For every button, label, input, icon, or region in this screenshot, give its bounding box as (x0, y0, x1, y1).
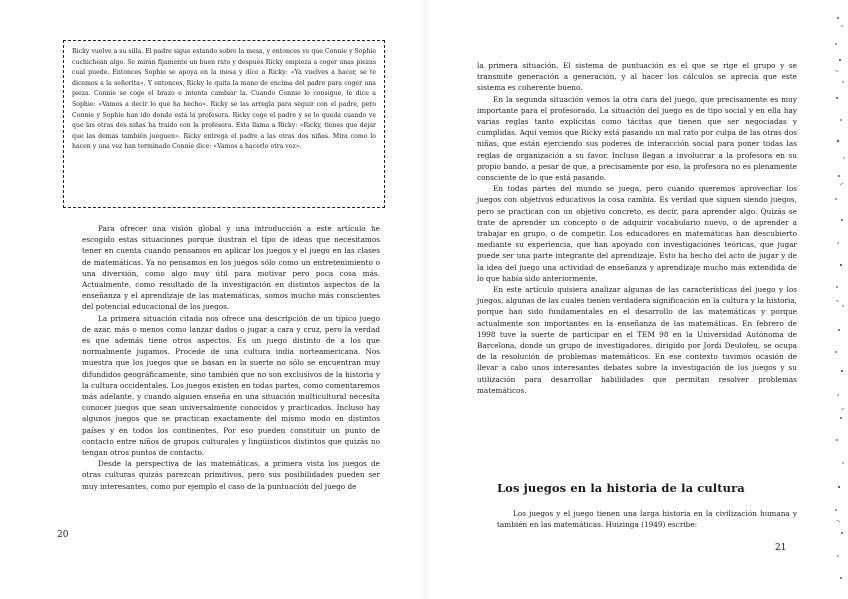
right-page (430, 0, 848, 599)
section-body (497, 508, 797, 530)
paragraph: En todas partes del mundo se juega, pero cuando queremos aprovechar los juegos con objetivos educativos la cosa cambia. Es verdad que siguen siendo juegos, pero se practican con un objetivo concreto, es decir, para aprender algo. Quizás se trate de aprender un concepto o de adquirir vocabulario nuevo, o de aprender a trabajar en grupo, o de competir. Los educadores en matemáticas han descubierto mediante su experiencia, que han apoyado con investigaciones teóricas, que jugar puede ser una parte integrante del aprendizaje. Esto ha hecho del acto de jugar y de la idea del juego una actividad de enseñanza y aprendizaje mucho más extendida de lo que había sido anteriormente. (477, 184, 797, 283)
paragraph: La primera situación citada nos ofrece una descripción de un típico juego de azar, más o menos como lanzar dados o jugar a cara y cruz, pero la verdad es que además tiene otros aspectos. Es un juego distinto de a los que normalmente jugamos. Procede de una cultura india norteamericana. Nos muestra que los juegos que se basan en la suerte no sólo se encuentran muy difundidos geográficamente, sino también que no son exclusivos de la historia y la cultura occidentales. Los juegos existen en todas partes, como comentaremos más adelante, y cuando alguien enseña en una situación multicultural necesita conocer juegos que sean universalmente conocidos y practicados. Incluso hay algunos juegos que se practican exactamente del mismo modo en distintos países y en todos los continentes. Por eso pueden constituir un punto de contacto entre niños de grupos culturales y lingüísticos distintos que quizás no tengan otros puntos de contacto. (82, 313, 380, 458)
paragraph: Desde la perspectiva de las matemáticas, a primera vista los juegos de otras culturas quizás parezcan primitivos, pero sus posibilidades pueden ser muy interesantes, como por ejemplo el caso de la puntuación del juego de (82, 459, 380, 491)
paragraph: Para ofrecer una visión global y una introducción a este artículo he escogido estas situaciones porque ilustran el tipo de ideas que necesitamos tener en cuenta cuando pensamos en aplicar los juegos y el juego en las clases de matemáticas. Ya no pensamos en los juegos sólo como un entretenimiento o una diversión, como algo muy útil para motivar pero poca cosa más. Actualmente, como resultado de la investigación en distintos aspectos de la enseñanza y el aprendizaje de las matemáticas, somos mucho más conscientes del potencial educacional de los juegos. (82, 224, 380, 312)
left-page-body (82, 223, 380, 492)
boxed-excerpt (63, 40, 385, 208)
scan-edge-speckles (822, 0, 848, 599)
left-page (0, 0, 420, 599)
paragraph: En este artículo quisiera analizar algunas de las características del juego y los juegos, algunas de las cuales tienen verdadera significación en la cultura y la historia, porque han sido fundamentales en el desarrollo de las matemáticas y porque actualmente son importantes en la enseñanza de las matemáticas. En febrero de 1998 tuve la suerte de participar en el TEM 98 en la Universidad Autónoma de Barcelona, donde un grupo de investigadores, dirigido por Jordi Deulofeu, se ocupa de la resolución de problemas matemáticos. En ese contexto tuvimos ocasión de llevar a cabo unos interesantes debates sobre la investigación de los juegos y su utilización para desarrollar habilidades que permitan resolver problemas matemáticos. (477, 285, 797, 395)
paragraph: En la segunda situación vemos la otra cara del juego, que precisamente es muy importante para el profesorado. La situación del juego es de tipo social y en ella hay varias reglas tanto explícitas como tácitas que tienen que ser negociadas y cumplidas. Aquí vemos que Ricky está pasando un mal rato por culpa de las otras dos niñas, que están ejerciendo sus poderes de interacción social para poner todas las reglas de organización a su favor. Incluso llegan a involucrar a la profesora en su propio bando, a pesar de que, a precisamente por eso, la profesora no es plenamente consciente de lo que está pasando. (477, 94, 797, 183)
right-page-body (477, 60, 797, 396)
page-number-left: 20 (57, 530, 69, 540)
section-heading: Los juegos en la historia de la cultura (497, 481, 745, 495)
paragraph: la primera situación. El sistema de puntuación es el que se rige el grupo y se transmite generación a generación, y al hacer los cálculos se aprecia que este sistema es coherente bueno. (477, 61, 797, 93)
page-number-right: 21 (775, 543, 787, 553)
paragraph: Los juegos y el juego tienen una larga historia en la civilización humana y también en las matemáticas. Huizinga (1949) escribe: (497, 509, 797, 530)
boxed-excerpt-text: Ricky vuelve a su silla. El padre sigue estando sobre la mesa, y entonces ve que Connie y Sophie cuchichean algo. Se miran fijamente un buen rato y después Ricky empieza a coger unas piezas cual puede. Entonces Sophie se apoya en la mesa y dice a Ricky: «Ya vuelves a hacer, se te dicemos a la señorita». Y entonces, Ricky le quita la mano de encima del padre para coger una pieza. Connie se coge el brazo e intenta cambiar la. Cuando Connie lo consigue, le dice a Sophie: «Vamos a decir lo que ha hecho». Ricky se las arregla para seguir con el padre, pero Connie y Sophie han ido donde está la profesora. Ricky coge el padre y se lo queda cuando ve que las otras dos niñas ha traído con la profesora. Esta llama a Ricky: «Ricky, tienes que dejar que las demás también jueguen». Ricky entrega el padre a las otras dos niñas. Mira como lo hacen y una vez han terminado Connie dice: «Vamos a hacerlo otra vez». (72, 48, 376, 151)
book-gutter (420, 0, 430, 599)
